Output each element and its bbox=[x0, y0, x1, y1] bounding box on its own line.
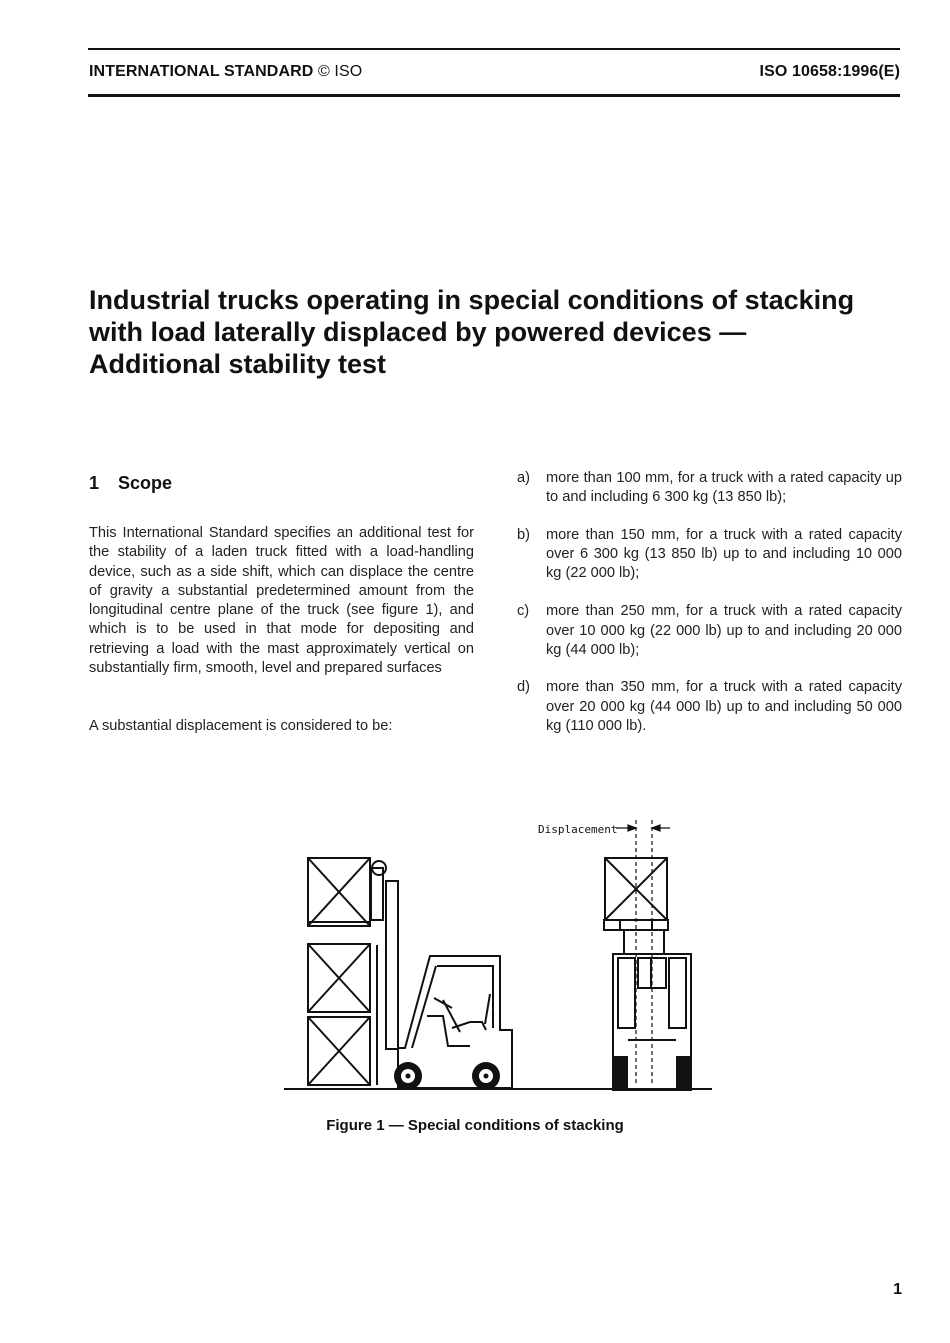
section-title: Scope bbox=[118, 473, 173, 493]
list-marker: a) bbox=[517, 470, 530, 486]
list-marker: c) bbox=[517, 603, 530, 620]
header-standard-label bbox=[89, 63, 362, 81]
list-item bbox=[517, 526, 902, 584]
list-marker: b) bbox=[517, 526, 530, 543]
section-heading bbox=[89, 473, 172, 494]
rear-view-forklift bbox=[604, 858, 691, 1090]
list-item bbox=[517, 602, 902, 660]
list-text: more than 250 mm, for a truck with a rated capacity over 10 000 kg (22 000 lb) up to and including 20 000 kg (44 000 lb); bbox=[546, 603, 902, 659]
scope-paragraph: This International Standard specifies an additional test for the stability of a laden truck fitted with a load-handling device, such as a side shift, which can displace the centre of gravity a substantial predetermined amount from the longitudinal centre plane of the truck (see figure 1), and which is to be used in that mode for depositing and retrieving a load with the mast approximately vertical on substantially firm, smooth, level and prepared surfaces bbox=[89, 525, 474, 677]
figure-forklift-diagram bbox=[280, 812, 720, 1097]
list-text: more than 100 mm, for a truck with a rated capacity up to and including 6 300 kg (13 850 lb); bbox=[546, 470, 902, 506]
list-marker: d) bbox=[517, 679, 530, 696]
figure-caption: Figure 1 — Special conditions of stacking bbox=[326, 1117, 624, 1134]
header-bottom-rule bbox=[88, 94, 900, 97]
document-title: Industrial trucks operating in special conditions of stacking with load laterally displaced by powered devices — Additional stability test bbox=[89, 285, 855, 379]
displacement-arrow bbox=[616, 825, 670, 831]
forklift-wheels bbox=[394, 1062, 500, 1090]
section-number: 1 bbox=[89, 473, 100, 493]
page-number: 1 bbox=[893, 1281, 902, 1298]
header-standard-text: INTERNATIONAL STANDARD bbox=[89, 63, 314, 80]
header-iso-mark: © ISO bbox=[317, 63, 363, 80]
list-text: more than 350 mm, for a truck with a rated capacity over 20 000 kg (44 000 lb) up to and including 50 000 kg (110 000 lb). bbox=[546, 679, 902, 734]
displacement-intro: A substantial displacement is considered to be: bbox=[89, 718, 393, 734]
displacement-list bbox=[517, 469, 902, 736]
list-item bbox=[517, 678, 902, 736]
list-item bbox=[517, 469, 902, 508]
header-document-number: ISO 10658:1996(E) bbox=[759, 63, 900, 80]
displacement-label: Displacement bbox=[538, 823, 618, 836]
header-top-rule bbox=[88, 48, 900, 50]
list-text: more than 150 mm, for a truck with a rated capacity over 6 300 kg (13 850 lb) up to and including 10 000 kg (22 000 lb); bbox=[546, 526, 902, 582]
side-view-forklift bbox=[308, 858, 512, 1088]
